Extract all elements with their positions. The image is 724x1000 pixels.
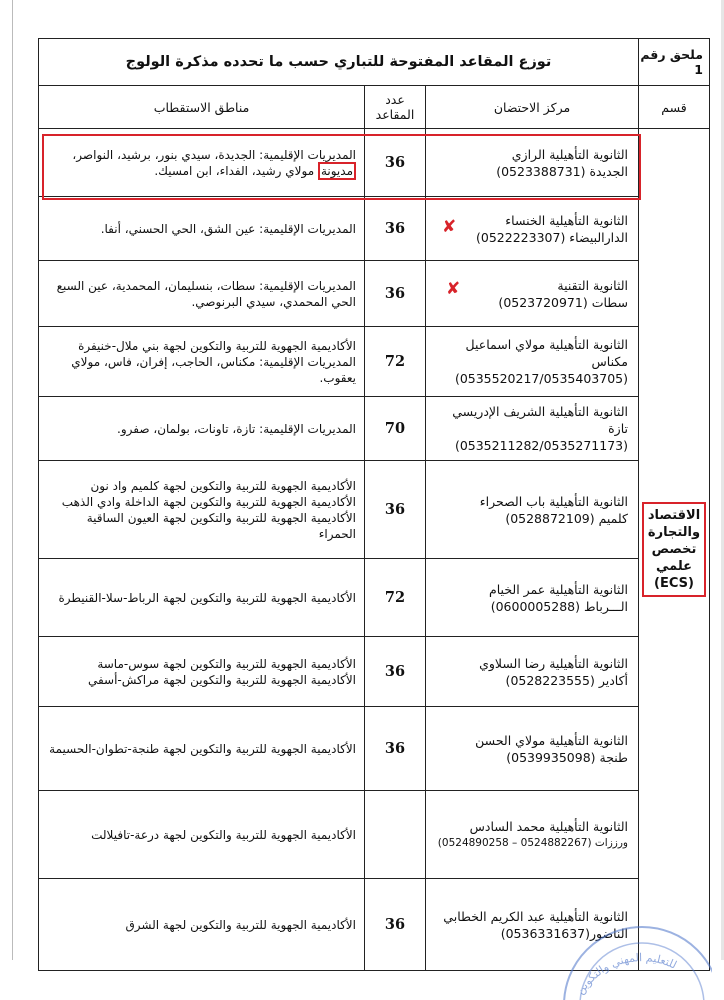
center-cell xyxy=(426,129,639,197)
zones-line: المديريات الإقليمية: عين الشق، الحي الحسني، أنفا. xyxy=(100,221,356,236)
zones-line: الأكاديمية الجهوية للتربية والتكوين لجهة سوس-ماسة xyxy=(97,656,356,671)
zones-line: الأكاديمية الجهوية للتربية والتكوين لجهة مراكش-أسفي xyxy=(87,672,356,687)
center-city-phone: طنجة (0539935098) xyxy=(506,749,628,765)
seats-distribution-table xyxy=(38,38,710,971)
zones-line: الأكاديمية الجهوية للتربية والتكوين لجهة الرباط-سلا-القنيطرة xyxy=(58,590,356,605)
zones-line xyxy=(47,163,356,179)
zones-line: يعقوب. xyxy=(319,370,356,385)
header-seats xyxy=(365,86,426,129)
seats-cell: 36 xyxy=(365,879,426,971)
zones-line: المديريات الإقليمية: الجديدة، سيدي بنور، برشيد، النواصر، xyxy=(72,147,356,162)
center-city-phone: ورززات (0524882267 – 0524890258) xyxy=(437,836,628,849)
zones-cell xyxy=(39,197,365,261)
zones-cell xyxy=(39,637,365,707)
center-name: الثانوية التأهيلية محمد السادس xyxy=(469,818,628,834)
official-stamp xyxy=(562,900,712,1000)
center-city-phone: الناضور(0536331637) xyxy=(500,925,628,941)
table-row xyxy=(39,327,710,397)
center-name: الثانوية التأهيلية باب الصحراء xyxy=(479,493,628,509)
zones-line: المديريات الإقليمية: تازة، تاونات، بولمان، صفرو. xyxy=(117,421,356,436)
section-line: الاقتصاد xyxy=(647,508,701,523)
annex-label: ملحق رقم 1 xyxy=(639,39,710,86)
seats-cell: 36 xyxy=(365,637,426,707)
table-row xyxy=(39,707,710,791)
zones-cell xyxy=(39,879,365,971)
table-row xyxy=(39,397,710,461)
section-line: علمي xyxy=(655,559,693,574)
header-seats-line1: عدد xyxy=(385,92,405,107)
seats-cell: 70 xyxy=(365,397,426,461)
stamp-graphic xyxy=(562,900,712,1000)
table-title: توزع المقاعد المفتوحة للتباري حسب ما تحدده مذكرة الولوج xyxy=(39,39,639,86)
center-city-phone: سطات (0523720971) xyxy=(498,294,628,310)
header-row xyxy=(39,86,710,129)
center-cell xyxy=(426,791,639,879)
center-city-phone: الدارالبيضاء (0522223307) xyxy=(476,229,628,245)
zones-cell xyxy=(39,791,365,879)
center-name: الثانوية التأهيلية عمر الخيام xyxy=(489,581,628,597)
seats-cell: 72 xyxy=(365,327,426,397)
table-row xyxy=(39,197,710,261)
svg-text:للتعليم المهني والتكوين xyxy=(574,951,679,997)
center-city-phone: تازة (0535211282/0535271173) xyxy=(454,421,628,453)
table-row xyxy=(39,129,710,197)
highlighted-zone: مديونة xyxy=(318,162,356,180)
center-city-phone: مكناس (0535520217/0535403705) xyxy=(454,354,628,386)
zones-cell xyxy=(39,327,365,397)
table-row xyxy=(39,559,710,637)
seats-cell: 36 xyxy=(365,261,426,327)
header-section: قسم xyxy=(639,86,710,129)
section-label xyxy=(642,502,706,597)
zones-cell xyxy=(39,261,365,327)
zones-line: الأكاديمية الجهوية للتربية والتكوين لجهة كلميم واد نون xyxy=(90,478,356,493)
center-name: الثانوية التأهيلية مولاي الحسن xyxy=(475,732,628,748)
title-row xyxy=(39,39,710,86)
zones-cell xyxy=(39,559,365,637)
zones-line: الأكاديمية الجهوية للتربية والتكوين لجهة طنجة-تطوان-الحسيمة xyxy=(49,741,356,756)
table-row xyxy=(39,461,710,559)
center-name: الثانوية التأهيلية الشريف الإدريسي xyxy=(452,404,628,419)
table-row xyxy=(39,637,710,707)
zones-line: الأكاديمية الجهوية للتربية والتكوين لجهة الشرق xyxy=(125,917,356,932)
center-cell xyxy=(426,327,639,397)
center-name: الثانوية التأهيلية الرازي xyxy=(511,146,628,162)
zones-cell xyxy=(39,461,365,559)
seats-cell: 36 xyxy=(365,461,426,559)
center-cell xyxy=(426,397,639,461)
seats-cell: 36 xyxy=(365,197,426,261)
zones-line: الأكاديمية الجهوية للتربية والتكوين لجهة بني ملال-خنيفرة xyxy=(78,338,356,353)
zones-line: الأكاديمية الجهوية للتربية والتكوين لجهة العيون الساقية الحمراء xyxy=(86,510,356,541)
section-line: تخصص xyxy=(651,542,697,557)
stamp-text: للتعليم المهني والتكوين xyxy=(573,951,679,997)
zones-line: الحي المحمدي، سيدي البرنوصي. xyxy=(191,294,356,309)
center-cell xyxy=(426,197,639,261)
header-zones: مناطق الاستقطاب xyxy=(39,86,365,129)
table-row xyxy=(39,791,710,879)
zones-line: المديريات الإقليمية: سطات، بنسليمان، المحمدية، عين السبع xyxy=(56,278,356,293)
center-cell xyxy=(426,461,639,559)
header-seats-line2: المقاعد xyxy=(375,107,415,122)
seats-cell: 36 xyxy=(365,129,426,197)
zones-line: الأكاديمية الجهوية للتربية والتكوين لجهة الداخلة وادي الذهب xyxy=(61,494,356,509)
center-name: الثانوية التأهيلية مولاي اسماعيل xyxy=(465,337,628,352)
zones-cell xyxy=(39,707,365,791)
zones-cell xyxy=(39,129,365,197)
center-city-phone: الجديدة (0523388731) xyxy=(496,163,628,179)
center-name: الثانوية التأهيلية عبد الكريم الخطابي xyxy=(443,908,628,924)
center-city-phone: أكادير (0528223555) xyxy=(505,672,628,688)
table-row xyxy=(39,261,710,327)
center-city-phone: الـــرباط (0600005288) xyxy=(490,598,628,614)
center-cell xyxy=(426,559,639,637)
page-left-edge xyxy=(12,0,13,960)
zones-line: المديريات الإقليمية: مكناس، الحاجب، إفران، فاس، مولاي xyxy=(71,354,356,369)
center-city-phone: كلميم (0528872109) xyxy=(505,510,628,526)
section-line: (ECS) xyxy=(654,576,694,591)
section-line: والتجارة xyxy=(647,525,701,540)
section-cell xyxy=(639,129,710,971)
seats-cell: 36 xyxy=(365,707,426,791)
center-cell xyxy=(426,707,639,791)
header-center: مركز الاحتضان xyxy=(426,86,639,129)
center-name: الثانوية التأهيلية رضا السلاوي xyxy=(479,655,628,671)
zones-cell xyxy=(39,397,365,461)
center-name: الثانوية التأهيلية الخنساء xyxy=(505,212,628,228)
center-name: الثانوية التقنية xyxy=(557,277,628,293)
red-x-mark-icon: ✘ xyxy=(446,279,461,299)
seats-cell: 72 xyxy=(365,559,426,637)
center-cell xyxy=(426,637,639,707)
zones-line: الأكاديمية الجهوية للتربية والتكوين لجهة درعة-تافيلالت xyxy=(91,827,356,842)
seats-cell xyxy=(365,791,426,879)
red-x-mark-icon: ✘ xyxy=(442,217,457,237)
zones-line-rest: مولاي رشيد، الفداء، ابن امسيك. xyxy=(154,163,315,178)
